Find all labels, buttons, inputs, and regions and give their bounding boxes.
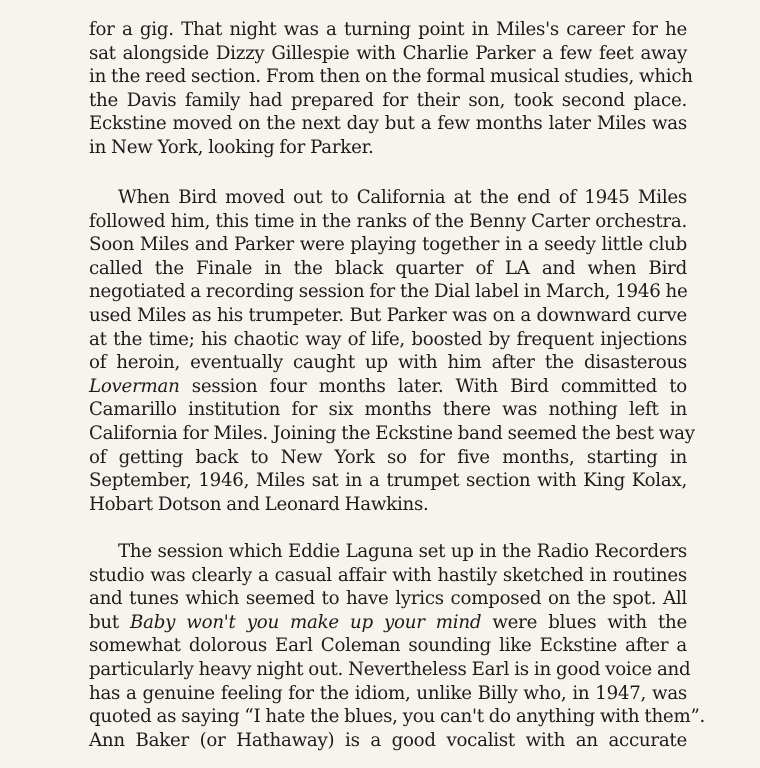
text-fragment: session four months later. With Bird committed to: [179, 375, 687, 397]
text-line: for a gig. That night was a turning point in Miles's career for he: [89, 19, 687, 40]
text-line: Ann Baker (or Hathaway) is a good vocalist with an accurate: [89, 729, 687, 751]
text-line: negotiated a recording session for the Dial label in March, 1946 he: [89, 281, 688, 303]
text-line: at the time; his chaotic way of life, boosted by frequent injections: [89, 328, 687, 350]
text-line: California for Miles. Joining the Eckstine band seemed the best way: [89, 422, 695, 444]
paragraph-3: [89, 540, 706, 752]
text-line: followed him, this time in the ranks of the Benny Carter orchestra.: [89, 210, 687, 232]
text-fragment: were blues with the: [481, 611, 687, 633]
text-line: Camarillo institution for six months there was nothing left in: [89, 399, 687, 421]
song-title-baby-wont-you: Baby won't you make up your mind: [130, 611, 482, 633]
text-line: in New York, looking for Parker.: [89, 136, 374, 158]
text-line: studio was clearly a casual affair with hastily sketched in routines: [89, 564, 687, 586]
text-line: somewhat dolorous Earl Coleman sounding like Eckstine after a: [89, 635, 687, 657]
paragraph-1: [89, 18, 693, 160]
text-line: When Bird moved out to California at the end of 1945 Miles: [118, 187, 687, 208]
text-line: of heroin, eventually caught up with him after the disasterous: [89, 352, 687, 374]
text-line: and tunes which seemed to have lyrics composed on the spot. All: [89, 588, 687, 610]
text-line: called the Finale in the black quarter of LA and when Bird: [89, 257, 687, 279]
text-line: The session which Eddie Laguna set up in the Radio Recorders: [118, 541, 687, 562]
text-line: in the reed section. From then on the formal musical studies, which: [89, 66, 693, 88]
text-line: of getting back to New York so for five months, starting in: [89, 446, 687, 468]
text-line: particularly heavy night out. Nevertheless Earl is in good voice and: [89, 658, 691, 680]
text-line: [89, 611, 687, 635]
text-line: Eckstine moved on the next day but a few months later Miles was: [89, 113, 687, 135]
text-line: the Davis family had prepared for their son, took second place.: [89, 89, 687, 111]
text-line: quoted as saying “I hate the blues, you can't do anything with them”.: [89, 706, 706, 728]
text-line: Soon Miles and Parker were playing together in a seedy little club: [89, 234, 687, 256]
text-line: has a genuine feeling for the idiom, unlike Billy who, in 1947, was: [89, 682, 687, 704]
text-line: used Miles as his trumpeter. But Parker was on a downward curve: [89, 304, 687, 326]
text-line: Hobart Dotson and Leonard Hawkins.: [89, 493, 429, 515]
text-fragment: but: [89, 611, 131, 633]
text-line: sat alongside Dizzy Gillespie with Charlie Parker a few feet away: [89, 42, 687, 64]
text-line: September, 1946, Miles sat in a trumpet section with King Kolax,: [89, 470, 687, 492]
paragraph-2: [89, 186, 695, 516]
text-line: [89, 375, 687, 399]
album-title-loverman: Loverman: [89, 375, 180, 397]
